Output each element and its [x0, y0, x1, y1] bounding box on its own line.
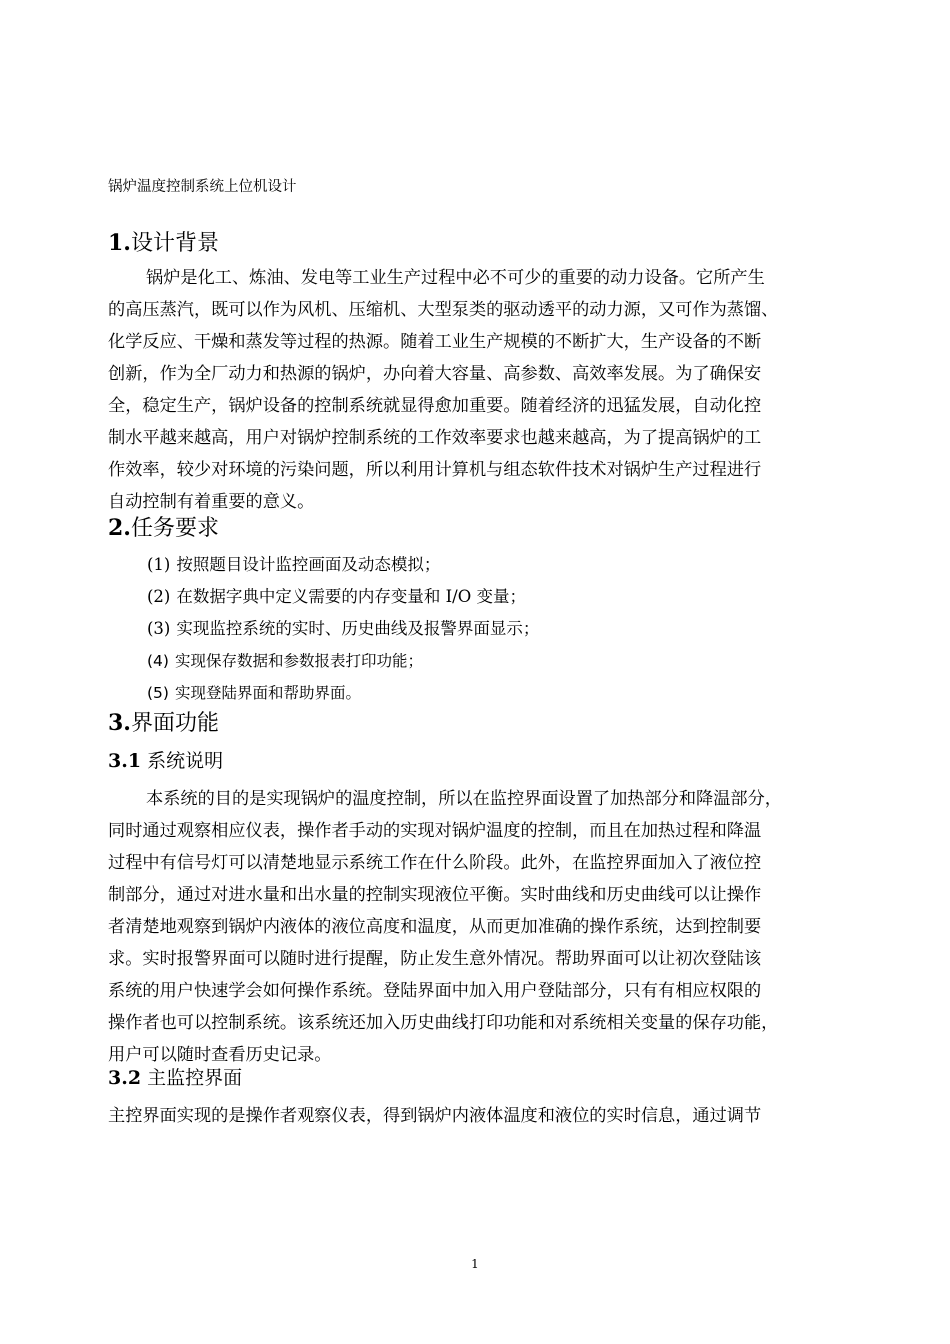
heading-task-requirements — [108, 513, 219, 544]
paragraph-line: 本系统的目的是实现锅炉的温度控制，所以在监控界面设置了加热部分和降温部分， — [146, 789, 782, 809]
system-description-paragraph — [108, 783, 852, 1071]
list-item-number: (1) — [147, 555, 171, 574]
list-item — [147, 645, 539, 677]
paragraph-line: 系统的用户快速学会如何操作系统。登陆界面中加入用户登陆部分，只有有相应权限的 — [108, 981, 762, 1001]
background-paragraph — [108, 262, 852, 518]
list-item — [147, 677, 539, 709]
heading-text: 界面功能 — [130, 711, 219, 736]
heading-design-background — [108, 228, 219, 259]
heading-text: 任务要求 — [130, 516, 219, 541]
heading-system-description — [108, 747, 223, 775]
heading-number: 3.1 — [108, 750, 142, 772]
list-item-number: (4) — [147, 652, 169, 670]
heading-interface-functions — [108, 708, 219, 739]
heading-number: 3.2 — [108, 1067, 142, 1089]
paragraph-line: 自动控制有着重要的意义。 — [108, 492, 315, 512]
paragraph-line: 用户可以随时查看历史记录。 — [108, 1045, 332, 1065]
task-list — [147, 549, 539, 709]
paragraph-line: 操作者也可以控制系统。该系统还加入历史曲线打印功能和对系统相关变量的保存功能， — [108, 1013, 779, 1033]
heading-text: 主监控界面 — [147, 1067, 243, 1089]
paragraph-line: 的高压蒸汽，既可以作为风机、压缩机、大型泵类的驱动透平的动力源，又可作为蒸馏、 — [108, 300, 779, 320]
list-item — [147, 549, 539, 581]
paragraph-line: 者清楚地观察到锅炉内液体的液位高度和温度，从而更加准确的操作系统，达到控制要 — [108, 917, 762, 937]
list-item — [147, 613, 539, 645]
list-item-number: (2) — [147, 587, 171, 606]
list-item-text: 在数据字典中定义需要的内存变量和 I/O 变量； — [176, 587, 526, 606]
list-item-text: 实现登陆界面和帮助界面。 — [174, 684, 361, 702]
paragraph-line: 同时通过观察相应仪表，操作者手动的实现对锅炉温度的控制，而且在加热过程和降温 — [108, 821, 762, 841]
list-item-text: 实现保存数据和参数报表打印功能； — [174, 652, 423, 670]
heading-text: 系统说明 — [147, 750, 224, 772]
list-item-number: (5) — [147, 684, 169, 702]
paragraph-line: 创新，作为全厂动力和热源的锅炉，办向着大容量、高参数、高效率发展。为了确保安 — [108, 364, 762, 384]
paragraph-line: 主控界面实现的是操作者观察仪表，得到锅炉内液体温度和液位的实时信息，通过调节 — [108, 1106, 762, 1126]
paragraph-line: 求。实时报警界面可以随时进行提醒，防止发生意外情况。帮助界面可以让初次登陆该 — [108, 949, 762, 969]
heading-text: 设计背景 — [130, 231, 219, 256]
heading-number: 3. — [108, 710, 131, 736]
list-item — [147, 581, 539, 613]
main-monitoring-paragraph — [108, 1100, 852, 1132]
heading-number: 1. — [108, 230, 131, 256]
heading-number: 2. — [108, 515, 131, 541]
document-title: 锅炉温度控制系统上位机设计 — [108, 179, 297, 195]
paragraph-line: 化学反应、干燥和蒸发等过程的热源。随着工业生产规模的不断扩大，生产设备的不断 — [108, 332, 762, 352]
paragraph-line: 作效率，较少对环境的污染问题，所以利用计算机与组态软件技术对锅炉生产过程进行 — [108, 460, 762, 480]
paragraph-line: 锅炉是化工、炼油、发电等工业生产过程中必不可少的重要的动力设备。它所产生 — [146, 268, 765, 288]
list-item-text: 按照题目设计监控画面及动态模拟； — [176, 555, 441, 574]
list-item-text: 实现监控系统的实时、历史曲线及报警界面显示； — [176, 619, 540, 638]
page-number: 1 — [471, 1257, 479, 1271]
paragraph-line: 全，稳定生产，锅炉设备的控制系统就显得愈加重要。随着经济的迅猛发展，自动化控 — [108, 396, 762, 416]
list-item-number: (3) — [147, 619, 171, 638]
paragraph-line: 过程中有信号灯可以清楚地显示系统工作在什么阶段。此外，在监控界面加入了液位控 — [108, 853, 762, 873]
heading-main-monitoring — [108, 1064, 242, 1092]
paragraph-line: 制部分，通过对进水量和出水量的控制实现液位平衡。实时曲线和历史曲线可以让操作 — [108, 885, 762, 905]
paragraph-line: 制水平越来越高，用户对锅炉控制系统的工作效率要求也越来越高，为了提高锅炉的工 — [108, 428, 762, 448]
